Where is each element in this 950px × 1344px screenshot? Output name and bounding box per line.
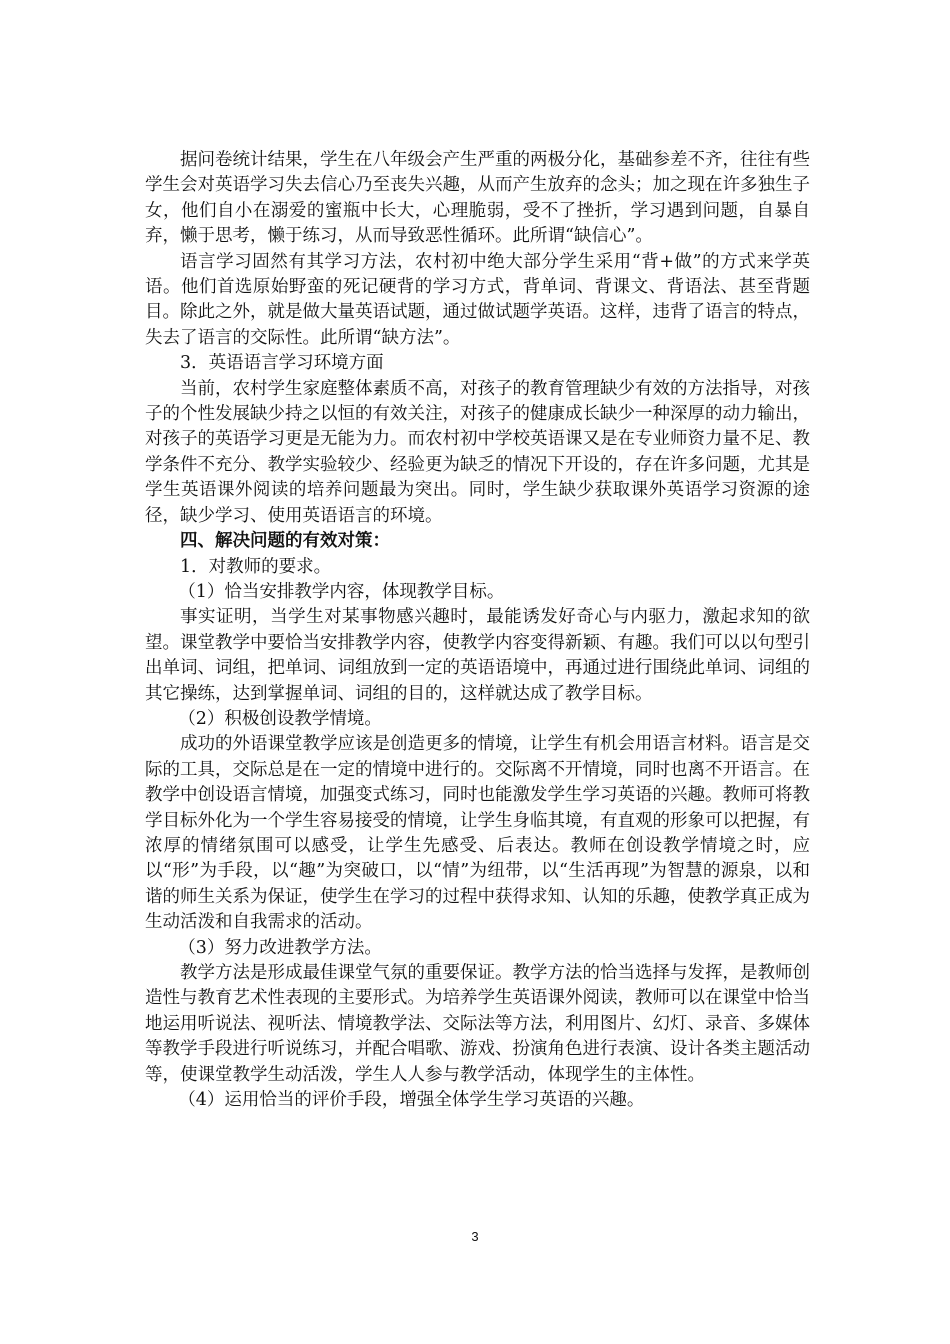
item-2-body: 成功的外语课堂教学应该是创造更多的情境，让学生有机会用语言材料。语言是交际的工具，交际总是在一定的情境中进行的。交际离不开情境，同时也离不开语言。在教学中创设语言情境，加强变式练习，同时也能激发学生学习英语的兴趣。教师可将教学目标外化为一个学生容易接受的情境，让学生身临其境，有直观的形象可以把握，有浓厚的情绪氛围可以感受，让学生先感受、后表达。教师在创设教学情境之时，应以“形”为手段，以“趣”为突破口，以“情”为纽带，以“生活再现”为智慧的源泉，以和谐的师生关系为保证，使学生在学习的过程中获得求知、认知的乐趣，使教学真正成为生动活泼和自我需求的活动。	[145, 734, 810, 933]
item-2-title: （2）积极创设教学情境。	[178, 708, 382, 729]
subheading-environment: 3．英语语言学习环境方面	[180, 353, 384, 374]
page-number: 3	[471, 1229, 479, 1244]
subheading-teacher-requirements: 1．对教师的要求。	[180, 556, 332, 577]
item-3-title: （3）努力改进教学方法。	[178, 937, 382, 958]
item-1-title: （1）恰当安排教学内容，体现教学目标。	[178, 581, 505, 602]
paragraph-method: 语言学习固然有其学习方法，农村初中绝大部分学生采用“背+做”的方式来学英语。他们首选原始野蛮的死记硬背的学习方式，背单词、背课文、背语法、甚至背题目。除此之外，就是做大量英语试题，通过做试题学英语。这样，违背了语言的特点，失去了语言的交际性。此所谓“缺方法”。	[145, 251, 810, 348]
item-1-body: 事实证明，当学生对某事物感兴趣时，最能诱发好奇心与内驱力，激起求知的欲望。课堂教学中要恰当安排教学内容，使教学内容变得新颖、有趣。我们可以以句型引出单词、词组，把单词、词组放到一定的英语语境中，再通过进行围绕此单词、词组的其它操练，达到掌握单词、词组的目的，这样就达成了教学目标。	[145, 607, 810, 704]
item-4-title: （4）运用恰当的评价手段，增强全体学生学习英语的兴趣。	[178, 1090, 645, 1111]
document-body	[145, 148, 810, 1113]
item-3-body: 教学方法是形成最佳课堂气氛的重要保证。教学方法的恰当选择与发挥，是教师创造性与教育艺术性表现的主要形式。为培养学生英语课外阅读，教师可以在课堂中恰当地运用听说法、视听法、情境教学法、交际法等方法，利用图片、幻灯、录音、多媒体等教学手段进行听说练习，并配合唱歌、游戏、扮演角色进行表演、设计各类主题活动等，使课堂教学生动活泼，学生人人参与教学活动，体现学生的主体性。	[145, 963, 810, 1085]
section-heading-solutions: 四、解决问题的有效对策：	[180, 531, 390, 552]
paragraph-confidence: 据问卷统计结果，学生在八年级会产生严重的两极分化，基础参差不齐，往往有些学生会对英语学习失去信心乃至丧失兴趣，从而产生放弃的念头；加之现在许多独生子女，他们自小在溺爱的蜜瓶中长大，心理脆弱，受不了挫折，学习遇到问题，自暴自弃，懒于思考，懒于练习，从而导致恶性循环。此所谓“缺信心”。	[145, 150, 810, 247]
paragraph-environment: 当前，农村学生家庭整体素质不高，对孩子的教育管理缺少有效的方法指导，对孩子的个性发展缺少持之以恒的有效关注，对孩子的健康成长缺少一种深厚的动力输出，对孩子的英语学习更是无能为力。而农村初中学校英语课又是在专业师资力量不足、教学条件不充分、教学实验较少、经验更为缺乏的情况下开设的，存在许多问题，尤其是学生英语课外阅读的培养问题最为突出。同时，学生缺少获取课外英语学习资源的途径，缺少学习、使用英语语言的环境。	[145, 378, 810, 526]
